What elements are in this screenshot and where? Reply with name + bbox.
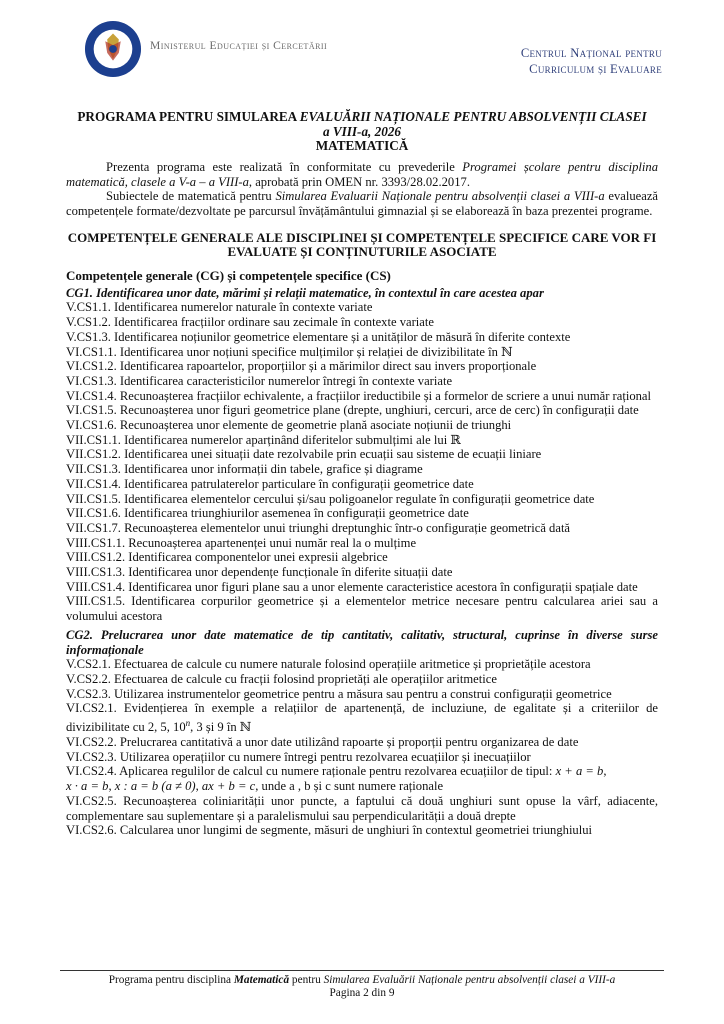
cs-item: VI.CS1.6. Recunoașterea unor elemente de geometrie plană asociate noțiunii de triunghi xyxy=(66,418,512,433)
cs-item: V.CS1.1. Identificarea numerelor naturale în contexte variate xyxy=(66,300,373,315)
cs-item: VII.CS1.4. Identificarea patrulaterelor particulare în configurații geometrice date xyxy=(66,476,474,491)
title-subject: MATEMATICĂ xyxy=(315,138,409,154)
cg2-heading: CG2. Prelucrarea unor date matematice de tip cantitativ, calitativ, structural, cuprinse în diverse surse informaționale xyxy=(66,627,658,657)
cs-item-vi-cs2-4: VI.CS2.4. Aplicarea regulilor de calcul cu numere raționale pentru rezolvarea ecuațiilor de tipul: x + a = b, x · a = b, x : a = b (a ≠ 0), ax + b = c, unde a , b și c sunt numere raționale xyxy=(66,764,607,794)
cs-item: VI.CS2.3. Utilizarea operațiilor cu numere întregi pentru rezolvarea ecuațiilor și inecuațiilor xyxy=(66,749,531,764)
page-footer xyxy=(60,974,664,1001)
cs-item: VI.CS1.4. Recunoașterea fracțiilor echivalente, a fracțiilor ireductibile și a formelor de scriere a unui număr rațional xyxy=(66,388,652,403)
intro-p1-a: Prezenta programa este realizată în conformitate cu prevederile xyxy=(106,160,463,174)
cs-item: VIII.CS1.1. Recunoașterea apartenenței unui număr real la o mulțime xyxy=(66,535,417,550)
equation-condition: (a ≠ 0) xyxy=(161,779,196,794)
cs-item: VII.CS1.7. Recunoașterea elementelor unui triunghi dreptunghic într-o configurație geometrică dată xyxy=(66,520,571,535)
page-number: Pagina 2 din 9 xyxy=(329,987,395,1000)
cs-item: VI.CS1.1. Identificarea unor noțiuni specifice mulțimilor și relației de divizibilitate în ℕ xyxy=(66,344,513,359)
cs-item: V.CS2.2. Efectuarea de calcule cu fracții folosind proprietăți ale operațiilor aritmetice xyxy=(66,671,497,686)
cs-item: V.CS1.3. Identificarea noțiunilor geometrice elementare și a unităților de măsură în diferite contexte xyxy=(66,329,571,344)
cs-item: VIII.CS1.2. Identificarea componentelor unei expresii algebrice xyxy=(66,550,388,565)
cs-item: VI.CS2.6. Calcularea unor lungimi de segmente, măsuri de unghiuri în contextul geometriei triunghiului xyxy=(66,823,593,838)
section-title: COMPETENȚELE GENERALE ALE DISCIPLINEI ȘI COMPETENȚELE SPECIFICE CARE VOR FI EVALUATE ȘI CONȚINUTURILE ASOCIATE xyxy=(67,229,657,260)
cg1-heading: CG1. Identificarea unor date, mărimi și relații matematice, în contextul în care acestea apar xyxy=(66,285,544,300)
document-title xyxy=(60,110,664,154)
equation-2: x · a = b xyxy=(66,779,109,794)
title-italic: EVALUĂRII NAȚIONALE PENTRU ABSOLVENȚII CLASEI xyxy=(299,109,647,124)
document-body xyxy=(66,160,658,838)
intro-p2-b: Simularea Evaluarii Naționale pentru absolvenții clasei a VIII-a xyxy=(275,189,605,204)
intro-p1-b: Programei școlare pentru disciplina matematică, clasele a V-a – a VIII-a xyxy=(66,160,658,189)
cg2-list-b xyxy=(66,735,658,764)
cs-item: V.CS2.1. Efectuarea de calcule cu numere naturale folosind operațiile aritmetice și proprietățile acestora xyxy=(66,657,591,672)
title-line-1 xyxy=(60,110,664,125)
cs-item: VI.CS1.5. Recunoașterea unor figuri geometrice plane (drepte, unghiuri, cercuri, arce de cerc) în configurații date xyxy=(66,403,639,418)
title-prefix: PROGRAMA PENTRU SIMULAREA xyxy=(77,109,300,124)
footer-exam: Simularea Evaluării Naționale pentru absolvenții clasei a VIII-a xyxy=(323,974,616,986)
cs-item: VII.CS1.6. Identificarea triunghiurilor asemenea în configurații geometrice date xyxy=(66,506,469,521)
intro-paragraph-2 xyxy=(66,189,658,218)
cs-item-vi-cs2-1 xyxy=(66,701,658,735)
footer-divider xyxy=(60,970,664,971)
vi-cs21-exponent: n xyxy=(185,718,191,729)
equation-3: x : a = b xyxy=(114,779,159,794)
cnce-line-1: Centrul Național pentru xyxy=(520,46,662,60)
competencies-heading: Competențele generale (CG) și competențele specifice (CS) xyxy=(66,268,391,283)
footer-c: pentru xyxy=(289,974,324,986)
footer-line xyxy=(60,974,664,987)
equation-4: ax + b = c xyxy=(201,779,256,794)
cs-item: VI.CS2.5. Recunoașterea coliniarității unor puncte, a faptului că două unghiuri sunt opuse la vârf, adiacente, complementare sau suplementare și a paralelismului sau perpendicularității a două drepte xyxy=(66,793,658,823)
intro-p2-c: evaluează competențele formate/dezvoltate pe parcursul învățământului gimnazial și se elaborează în baza prezentei programe. xyxy=(66,189,659,219)
title-line-2: a VIII-a, 2026 xyxy=(322,123,402,139)
cs-item: V.CS2.3. Utilizarea instrumentelor geometrice pentru a măsura sau pentru a construi configurații geometrice xyxy=(66,686,612,701)
footer-subject: Matematică xyxy=(233,974,290,986)
cs-item: VIII.CS1.5. Identificarea corpurilor geometrice și a elementelor metrice necesare pentru calcularea ariei sau a volumului acestora xyxy=(66,594,658,624)
vi-cs24-text: VI.CS2.4. Aplicarea regulilor de calcul cu numere raționale pentru rezolvarea ecuațiilor de tipul: xyxy=(66,764,556,779)
vi-cs21-text: VI.CS2.1. Evidențierea în exemple a relațiilor de apartenență, de incluziune, de egalitate și a criteriilor de divizibilitate cu 2, 5, 10 xyxy=(66,701,658,735)
intro-paragraph-1 xyxy=(66,160,658,189)
cs-item: VIII.CS1.4. Identificarea unor figuri plane sau a unor elemente caracteristice acestora în configurații spațiale date xyxy=(66,579,638,594)
cg2-list-c xyxy=(66,794,658,838)
vi-cs24-tail: , unde a , b și c sunt numere raționale xyxy=(255,779,444,794)
cg1-list xyxy=(66,300,658,623)
cs-item: VII.CS1.5. Identificarea elementelor cercului și/sau poligoanelor regulate în configurații geometrice date xyxy=(66,491,595,506)
cs-item: V.CS1.2. Identificarea fracțiilor ordinare sau zecimale în contexte variate xyxy=(66,315,434,330)
cs-item: VII.CS1.3. Identificarea unor informații din tabele, grafice și diagrame xyxy=(66,462,423,477)
intro xyxy=(66,160,658,219)
vi-cs21-tail: , 3 și 9 în ℕ xyxy=(190,720,252,735)
ministry-name: Ministerul Educației și Cercetării xyxy=(150,39,328,52)
government-seal-logo xyxy=(84,20,142,78)
equation-1: x + a = b xyxy=(555,764,604,779)
cnce-name xyxy=(521,45,662,77)
cs-item: VII.CS1.2. Identificarea unei situații date rezolvabile prin ecuații sau sisteme de ecuații liniare xyxy=(66,447,542,462)
footer-a: Programa pentru disciplina xyxy=(108,974,234,986)
intro-p2-a: Subiectele de matematică pentru xyxy=(106,189,276,204)
cs-item: VI.CS1.2. Identificarea rapoartelor, proporțiilor și a mărimilor direct sau invers proporționale xyxy=(66,359,537,374)
cs-item: VII.CS1.1. Identificarea numerelor aparținând diferitelor submulțimi ale lui ℝ xyxy=(66,432,461,447)
cnce-line-2: Curriculum și Evaluare xyxy=(529,62,662,76)
cs-item: VIII.CS1.3. Identificarea unor dependențe funcționale în diferite situații date xyxy=(66,565,453,580)
cs-item: VI.CS1.3. Identificarea caracteristicilor numerelor întregi în contexte variate xyxy=(66,373,453,388)
cs-item: VI.CS2.2. Prelucrarea cantitativă a unor date utilizând rapoarte și proporții pentru organizarea de date xyxy=(66,734,579,749)
page-header xyxy=(0,12,724,98)
intro-p1-c: , aprobată prin OMEN nr. 3393/28.02.2017. xyxy=(248,174,470,189)
cg2-list xyxy=(66,657,658,701)
